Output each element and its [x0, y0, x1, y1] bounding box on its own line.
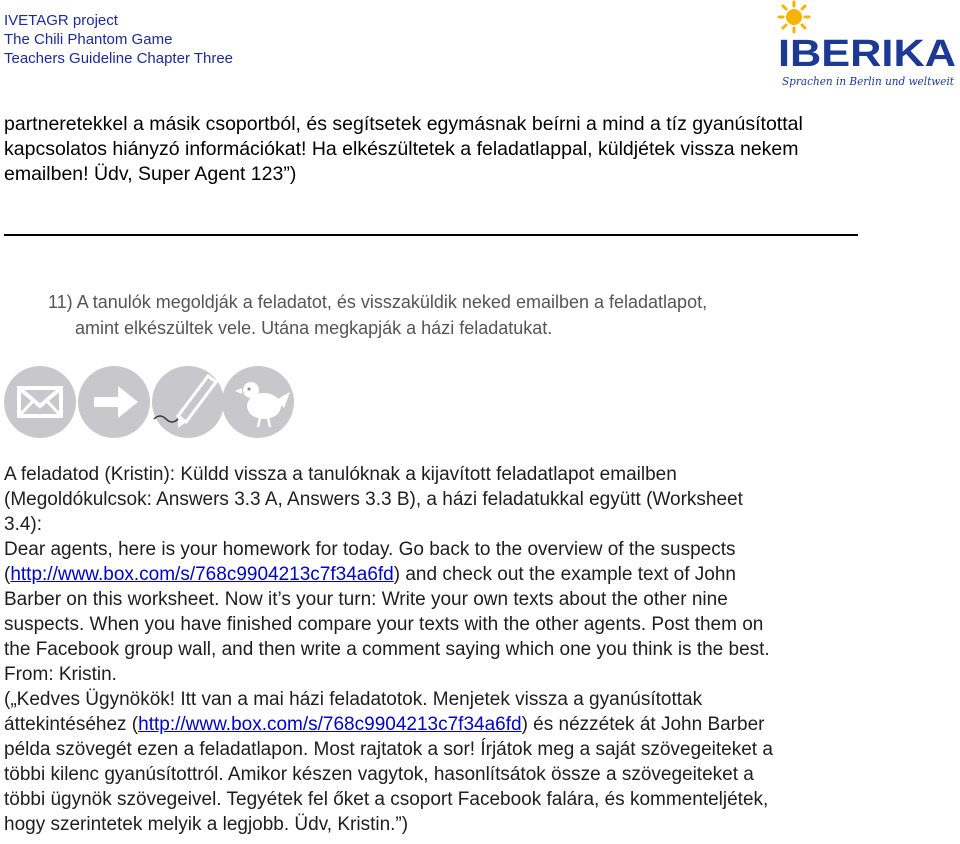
game-title: The Chili Phantom Game	[4, 31, 173, 48]
logo-tagline: Sprachen in Berlin und weltweit	[782, 75, 955, 88]
intro-line: kapcsolatos hiányzó információkat! Ha elkészültetek a feladatlappal, küldjétek vissza nekem	[4, 138, 799, 160]
task-line: suspects. When you have finished compare your texts with the other agents. Post them on	[4, 614, 764, 635]
task-line: Barber on this worksheet. Now it’s your turn: Write your own texts about the other nine	[4, 589, 728, 610]
task-line	[4, 712, 956, 737]
task-line: (Megoldókulcsok: Answers 3.3 A, Answers 3.3 B), a házi feladatukkal együtt (Worksheet	[4, 489, 743, 510]
task-icons	[4, 364, 300, 440]
paren-open: (	[4, 564, 11, 585]
sun-icon	[779, 2, 809, 32]
document-header	[4, 11, 233, 68]
logo-wordmark: IBERIKA	[778, 33, 956, 75]
task-line: hogy szerintetek melyik a legjobb. Üdv, Kristin.”)	[4, 814, 409, 835]
task-line: A feladatod (Kristin): Küldd vissza a tanulóknak a kijavított feladatlapot emailben	[4, 464, 677, 485]
line-text: ) and check out the example text of John	[393, 564, 736, 585]
step-line: 11) A tanulók megoldják a feladatot, és visszaküldik neked emailben a feladatlapot,	[48, 292, 708, 312]
section-divider	[4, 234, 858, 236]
intro-line: emailben! Üdv, Super Agent 123”)	[4, 163, 297, 185]
guideline-title: Teachers Guideline Chapter Three	[4, 50, 234, 67]
envelope-icon	[4, 366, 76, 438]
box-link[interactable]: http://www.box.com/s/768c9904213c7f34a6fd	[10, 564, 394, 585]
task-line: példa szövegét ezen a feladatlapon. Most rajtatok a sor! Írjátok meg a saját szövegeiteket a	[4, 739, 773, 760]
intro-paragraph	[4, 112, 954, 187]
task-line: többi kilenc gyanúsítottról. Amikor készen vagytok, hasonlítsátok össze a szövegeiteket a	[4, 764, 754, 785]
intro-line: partneretekkel a másik csoportból, és segítsetek egymásnak beírni a mind a tíz gyanúsítottal	[4, 113, 803, 135]
task-line: From: Kristin.	[4, 664, 117, 685]
task-line: the Facebook group wall, and then write a comment saying which one you think is the best.	[4, 639, 770, 660]
task-line: Dear agents, here is your homework for today. Go back to the overview of the suspects	[4, 539, 736, 560]
arrow-icon	[78, 366, 150, 438]
pencil-icon	[152, 366, 224, 438]
project-name: IVETAGR project	[4, 12, 118, 29]
bird-icon	[222, 366, 294, 438]
task-line: többi ügynök szövegeivel. Tegyétek fel őket a csoport Facebook falára, és kommenteljétek,	[4, 789, 769, 810]
task-paragraph	[4, 462, 956, 837]
step-line: amint elkészültek vele. Utána megkapják a házi feladatukat.	[75, 318, 553, 338]
box-link-hu[interactable]: http://www.box.com/s/768c9904213c7f34a6fd	[138, 714, 522, 735]
iberika-logo	[772, 0, 960, 92]
task-line: („Kedves Ügynökök! Itt van a mai házi feladatotok. Menjetek vissza a gyanúsítottak	[4, 689, 703, 710]
task-line	[4, 562, 956, 587]
step-11	[48, 289, 707, 341]
line-text: ) és nézzétek át John Barber	[521, 714, 765, 735]
task-line: 3.4):	[4, 514, 43, 535]
line-text: áttekintéséhez (	[4, 714, 139, 735]
